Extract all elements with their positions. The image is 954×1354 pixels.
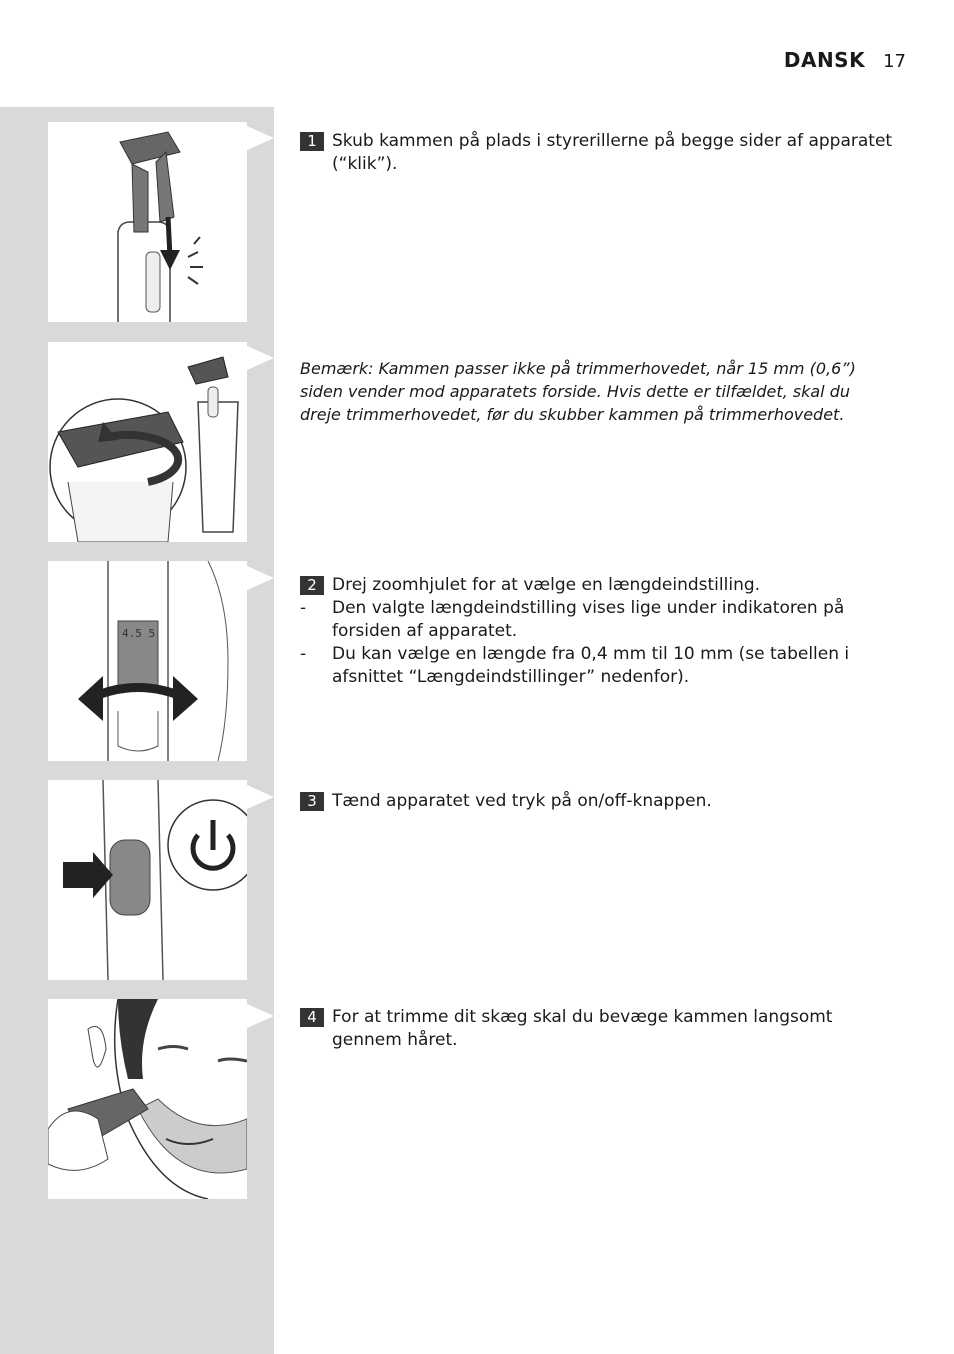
illustration-rotate-head (48, 342, 247, 542)
comb-attach-drawing (48, 122, 247, 322)
bullet-item (300, 643, 900, 689)
zoom-wheel-drawing (48, 561, 247, 761)
step-2 (300, 574, 900, 689)
zoom-readout: 4.5 5 (122, 627, 156, 640)
note: Bemærk: Kammen passer ikke på trimmerhovedet, når 15 mm (0,6”) siden vender mod apparatets forside. Hvis dette er tilfældet, skal du dreje trimmerhovedet, før du skubber kammen på trimmerhovedet. (300, 359, 856, 424)
step-number-badge: 2 (300, 576, 324, 595)
step-number-badge: 4 (300, 1008, 324, 1027)
illustration-power-button (48, 780, 247, 980)
callout-pointer (247, 346, 274, 370)
illustration-comb-attach (48, 122, 247, 322)
step-number-badge: 3 (300, 792, 324, 811)
step-text: Tænd apparatet ved tryk på on/off-knappen. (332, 791, 712, 811)
power-button-drawing (48, 780, 247, 980)
step-text: For at trimme dit skæg skal du bevæge kammen langsomt gennem håret. (332, 1007, 833, 1050)
step-text: Drej zoomhjulet for at vælge en længdeindstilling. (332, 575, 761, 595)
illustration-trim-beard (48, 999, 247, 1199)
step-1 (300, 130, 900, 176)
trim-beard-drawing (48, 999, 247, 1199)
bullet-item (300, 597, 900, 643)
bullet-dash: - (300, 644, 307, 664)
step-number-badge: 1 (300, 132, 324, 151)
step-3 (300, 790, 900, 813)
step-text: Skub kammen på plads i styrerillerne på begge sider af apparatet (“klik”). (332, 131, 893, 174)
page-header (784, 48, 906, 72)
callout-pointer (247, 566, 274, 590)
bullet-text: Den valgte længdeindstilling vises lige under indikatoren på forsiden af apparatet. (332, 598, 845, 641)
step-4 (300, 1006, 900, 1052)
language-label: DANSK (783, 48, 866, 72)
callout-pointer (247, 126, 274, 150)
callout-pointer (247, 1004, 274, 1028)
rotate-head-drawing (48, 342, 247, 542)
bullet-dash: - (300, 598, 307, 618)
callout-pointer (247, 785, 274, 809)
illustration-zoom-wheel (48, 561, 247, 761)
bullet-text: Du kan vælge en længde fra 0,4 mm til 10 mm (se tabellen i afsnittet “Længdeindstillinger” nedenfor). (332, 644, 850, 687)
page-number: 17 (883, 51, 906, 72)
